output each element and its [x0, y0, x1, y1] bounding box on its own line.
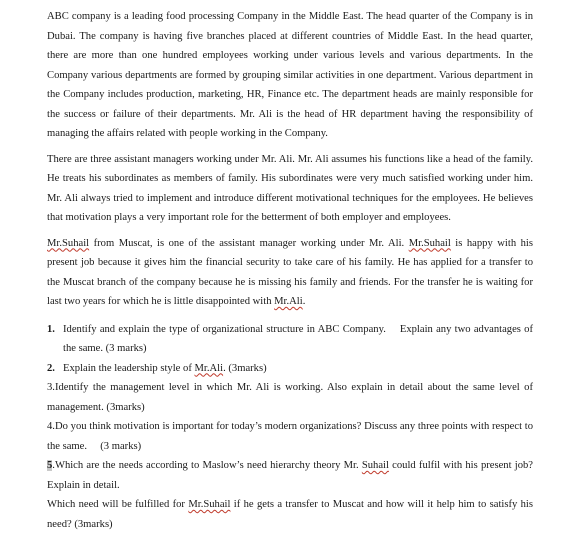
spellcheck-word: Mr.Suhail [408, 237, 451, 249]
question-3: 3.Identify the management level in which Mr. Ali is working. Also explain in detail about the same level of management. (3marks) [47, 382, 533, 413]
question-1: 1. Identify and explain the type of organizational structure in ABC Company. Explain any two advantages of the same. (3 marks) [47, 320, 533, 359]
question-number: 2. [47, 362, 55, 374]
question-4: 4.Do you think motivation is important for today’s modern organizations? Discuss any three points with respect to the same. (3 marks) [47, 421, 536, 452]
spellcheck-word: Suhail [361, 460, 389, 471]
question-6: Which need will be fulfilled for Mr.Suhail if he gets a transfer to Muscat and how will it help him to satisfy his need? (3marks) [47, 499, 533, 530]
question-2: 2. Explain the leadership style of Mr.Ali. (3marks) [47, 359, 533, 379]
spellcheck-word: Mr.Suhail [47, 237, 90, 249]
case-paragraph-3: Mr.Suhail from Muscat, is one of the assistant manager working under Mr. Ali. Mr.Suhail is happy with his present job because it gives him the financial security to take care of his family. He has applied for a transfer to the Muscat branch of the company because he is missing his family and friends. For the transfer he is waiting for last two years for which he is little disappointed with Mr.Ali. [47, 237, 533, 307]
spellcheck-word: Mr.Ali [274, 296, 303, 307]
spellcheck-word: Mr.Suhail [188, 499, 231, 510]
question-number: 1. [47, 323, 55, 335]
selected-question-number[interactable]: 5 [47, 460, 53, 471]
case-paragraph-2: There are three assistant managers working under Mr. Ali. Mr. Ali assumes his functions like a head of the family. He treats his subordinates as members of family. His subordinates were very much satisfied working under him. Mr. Ali always tried to implement and introduce different motivational techniques for the employees. He believes that motivation plays a very important role for the betterment of both employer and employees. [47, 153, 533, 223]
spellcheck-word: Mr.Ali [194, 362, 224, 374]
document-page [47, 7, 536, 534]
case-paragraph-1: ABC company is a leading food processing Company in the Middle East. The head quarter of the Company is in Dubai. The company is having five branches placed at different countries of Middle East. In the head quarter, there are more than one hundred employees working under various levels and various departments. In the Company various departments are formed by grouping similar activities in one department. Various department in the Company includes production, marketing, HR, Finance etc. The department heads are mainly responsible for the success or failure of their departments. Mr. Ali is the head of HR department having the responsibility of managing the affairs related with people working in the Company. [47, 11, 533, 139]
question-5: 5.Which are the needs according to Maslow’s need hierarchy theory Mr. Suhail could fulfil with his present job? Explain in detail. [47, 460, 533, 491]
